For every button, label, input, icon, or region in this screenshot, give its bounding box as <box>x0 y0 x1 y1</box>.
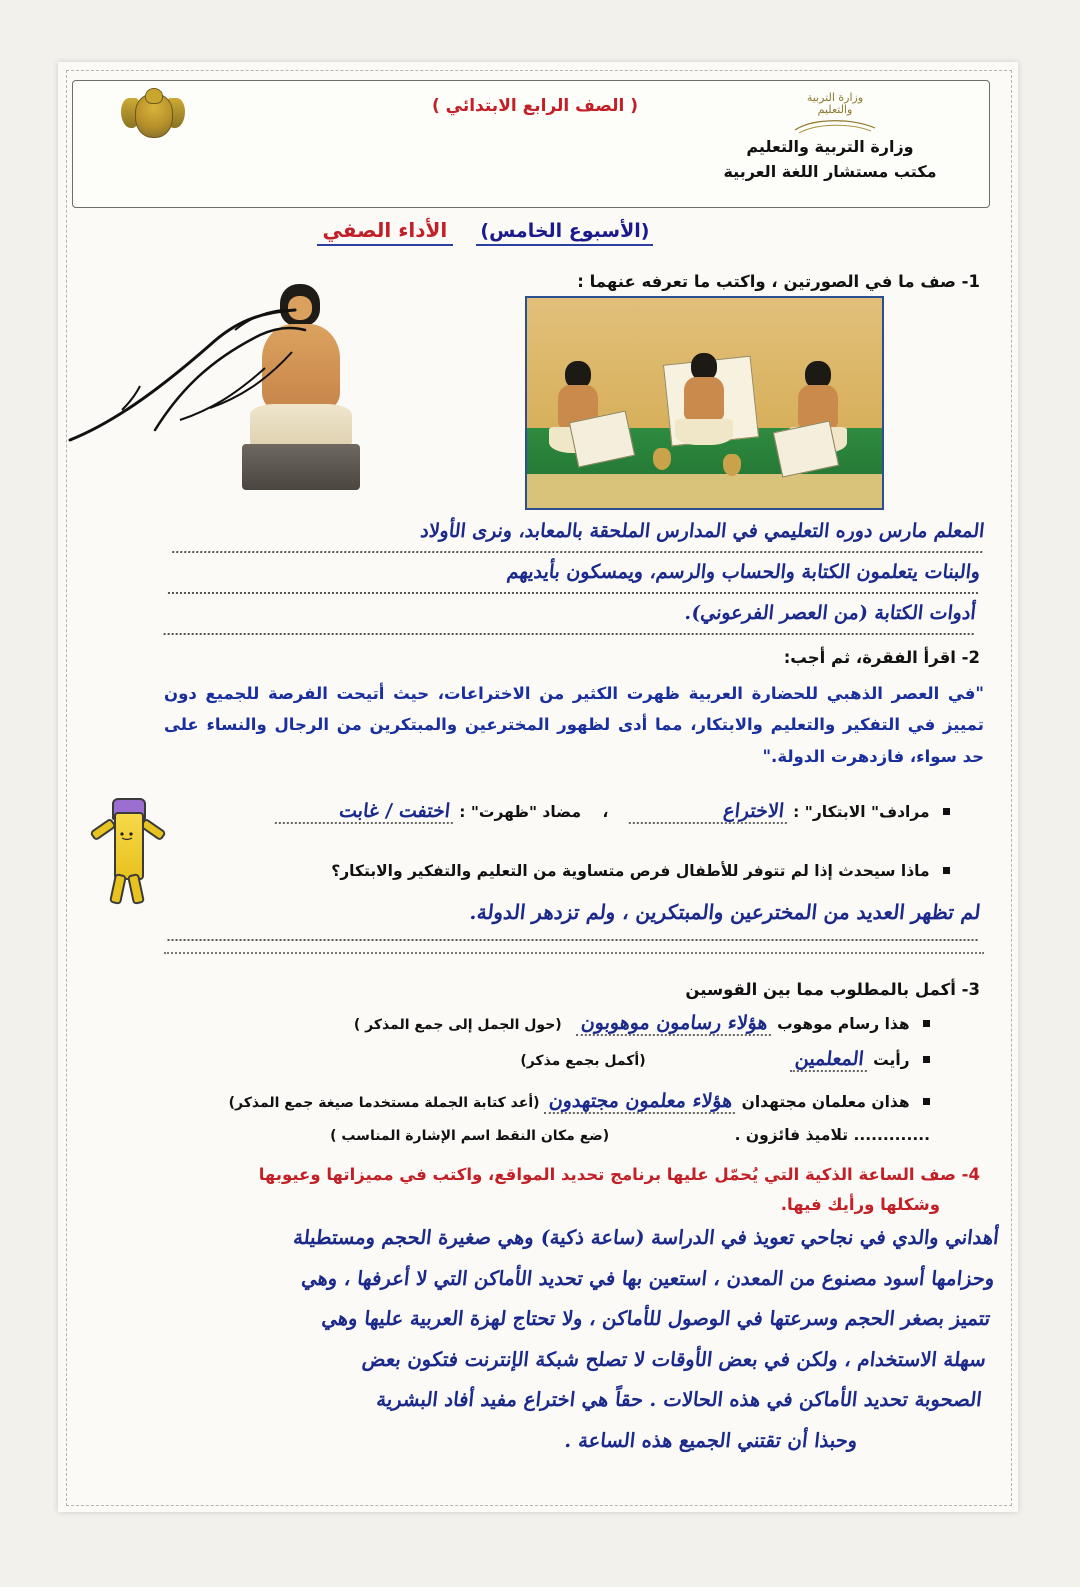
q4-answer-line-4: سهلة الاستخدام ، ولكن في بعض الأوقات لا تصلح شبكة الإنترنت فتكون بعض <box>361 1347 988 1371</box>
q4-answer-line-3: تتميز بصغر الحجم وسرعتها في الوصول للأماكن ، ولا تحتاج لهزة العربية عليها وهي <box>320 1307 992 1331</box>
q3-item-1-text: هذا رسام موهوب <box>777 1015 910 1033</box>
q2-bullet-1 <box>276 800 950 824</box>
q3-item-3-text: هذان معلمان مجتهدان <box>741 1093 910 1111</box>
q1-answer-line-1: المعلم مارس دوره التعليمي في المدارس الملحقة بالمعابد، ونرى الأولاد <box>419 520 986 542</box>
q3-item-4-text: ............. تلاميذ فائزون . <box>734 1126 930 1144</box>
ministry-emblem-icon <box>792 92 878 126</box>
document-title-row <box>255 218 715 246</box>
ministry-lines <box>690 135 970 185</box>
q3-item-3-answer: هؤلاء معلمون مجتهدون <box>544 1090 738 1114</box>
egypt-eagle-logo <box>110 88 196 150</box>
pencil-mascot-icon <box>92 798 162 928</box>
question-4-answer <box>145 1218 1001 1461</box>
emblem-swoosh-icon <box>793 116 877 134</box>
q3-item-2-answer: المعلمين <box>790 1048 869 1072</box>
q3-item-1 <box>230 1012 930 1036</box>
q2-antonym-label: مضاد "ظهرت" : <box>459 803 582 821</box>
q4-answer-line-5: الصحوبة تحديد الأماكن في هذه الحالات . حقاً هي اختراع مفيد أفاد البشرية <box>375 1388 983 1412</box>
grade-title: ( الصف الرابع الابتدائي ) <box>431 96 639 116</box>
q2-open-answer <box>167 892 982 941</box>
q3-item-1-answer: هؤلاء رسامون موهوبون <box>576 1012 773 1036</box>
question-2-paragraph: "في العصر الذهبي للحضارة العربية ظهرت الكثير من الاختراعات، حيث أتيحت الفرصة للجميع دون تمييز في التفكير والتعليم والابتكار، مما أدى لظهور المخترعين والمبتكرين من الرجال والنساء على حد سواء، فازدهرت الدولة." <box>164 684 984 766</box>
q4-answer-line-2: وحزامها أسود مصنوع من المعدن ، استعين بها في تحديد الأماكن التي لا أعرفها ، وهي <box>300 1266 996 1290</box>
q2-open-answer-text: لم تظهر العديد من المخترعين والمبتكرين ، ولم تزدهر الدولة. <box>468 900 982 924</box>
q1-answer-line-2: والبنات يتعلمون الكتابة والحساب والرسم، ويمسكون بأيديهم <box>505 561 982 583</box>
question-4-prompt <box>160 1160 980 1219</box>
q3-item-3 <box>190 1090 930 1114</box>
q2-question-label: ماذا سيحدث إذا لم تتوفر للأطفال فرص متساوية من التعليم والتفكير والابتكار؟ <box>331 862 930 880</box>
question-2-prompt: 2- اقرأ الفقرة، ثم أجب: <box>783 648 980 667</box>
q3-item-2-hint: (أكمل بجمع مذكر) <box>520 1053 646 1069</box>
question-1-answer <box>164 512 987 635</box>
week-label: (الأسبوع الخامس) <box>476 220 653 246</box>
q2-separator: ، <box>602 803 609 821</box>
q2-antonym-answer: اختفت / غابت <box>275 800 456 824</box>
question-3-prompt: 3- أكمل بالمطلوب مما بين القوسين <box>685 980 980 999</box>
question-1-prompt: 1- صف ما في الصورتين ، واكتب ما تعرفه عنهما : <box>577 272 980 291</box>
ministry-line-1: وزارة التربية والتعليم <box>746 137 914 156</box>
seated-scribe-statue-photo <box>236 284 366 504</box>
q2-synonym-answer: الاختراع <box>629 800 790 824</box>
q3-item-4 <box>190 1126 930 1144</box>
q2-divider <box>164 952 984 954</box>
q4-answer-line-6: وحبذا أن تقتني الجميع هذه الساعة . <box>563 1428 859 1452</box>
ancient-egypt-classroom-photo <box>525 296 884 510</box>
q3-item-3-hint: (أعد كتابة الجملة مستخدما صيغة جمع المذكر) <box>228 1095 540 1111</box>
q4-answer-line-1: أهداني والدي في نجاحي تعويذ في الدراسة (ساعة ذكية) وهي صغيرة الحجم ومستطيلة <box>292 1226 1000 1249</box>
q3-item-2-text: رأيت <box>873 1051 910 1069</box>
page-title: الأداء الصفي <box>317 218 454 246</box>
q2-synonym-label: مرادف" الابتكار" : <box>793 803 930 821</box>
q4-prompt-line-1: 4- صف الساعة الذكية التي يُحمّل عليها برنامج تحديد المواقع، واكتب في مميزاتها وعيوبها <box>258 1165 980 1184</box>
ministry-emblem-caption: وزارة التربية والتعليم <box>806 91 864 117</box>
ministry-line-2: مكتب مستشار اللغة العربية <box>723 161 937 181</box>
q2-bullet-2 <box>290 862 950 880</box>
q4-prompt-line-2: وشكلها ورأيك فيها. <box>780 1194 940 1214</box>
q3-item-4-hint: (ضع مكان النقط اسم الإشارة المناسب ) <box>330 1128 610 1144</box>
q3-item-2 <box>230 1048 930 1072</box>
q1-answer-line-3: أدوات الكتابة (من العصر الفرعوني). <box>683 602 978 624</box>
q3-item-1-hint: (حول الجمل إلى جمع المذكر ) <box>353 1017 562 1033</box>
